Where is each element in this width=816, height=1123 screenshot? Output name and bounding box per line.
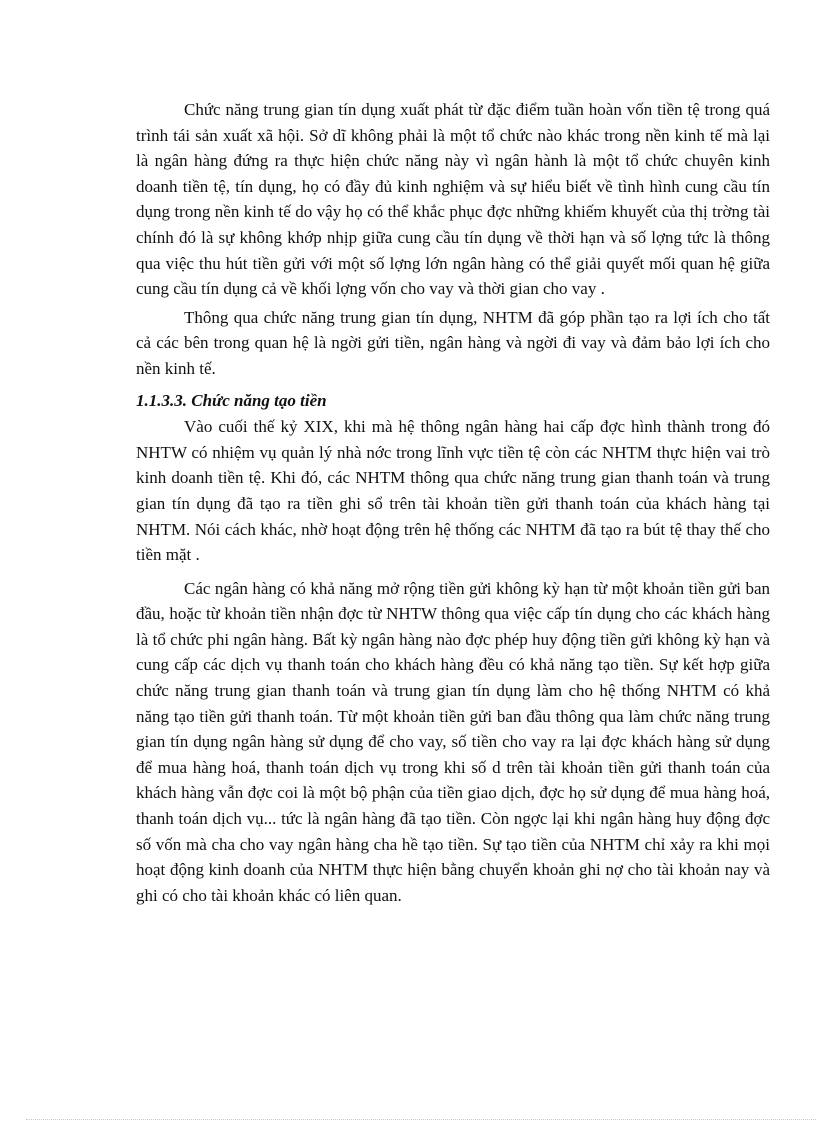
page-bottom-rule <box>26 1119 816 1120</box>
paragraph-credit-benefits: Thông qua chức năng trung gian tín dụng, NHTM đã góp phần tạo ra lợi ích cho tất cả các bên trong quan hệ là ngời gửi tiền, ngân hàng và ngời đi vay và đảm bảo lợi ích cho nền kinh tế. <box>136 307 770 378</box>
section-heading: 1.1.3.3. Chức năng tạo tiền <box>136 390 327 410</box>
paragraph-money-creation-history: Vào cuối thế kỷ XIX, khi mà hệ thông ngân hàng hai cấp đợc hình thành trong đó NHTW có nhiệm vụ quản lý nhà nớc trong lĩnh vực tiền tệ còn các NHTM thực hiện vai trò kinh doanh tiền tệ. Khi đó, các NHTM thông qua chức năng trung gian thanh toán và trung gian tín dụng đã tạo ra tiền ghi sổ trên tài khoản tiền gửi thanh toán của khách hàng tại NHTM. Nói cách khác, nhờ hoạt động trên hệ thống các NHTM đã tạo ra bút tệ thay thế cho tiền mặt . <box>136 417 770 565</box>
paragraph-deposit-expansion: Các ngân hàng có khả năng mở rộng tiền gửi không kỳ hạn từ một khoản tiền gửi ban đầu, hoặc từ khoản tiền nhận đợc từ NHTW thông qua việc cấp tín dụng cho các khách hàng là tổ chức phi ngân hàng. Bất kỳ ngân hàng nào đợc phép huy động tiền gửi không kỳ hạn và cung cấp các dịch vụ thanh toán cho khách hàng đều có khả năng tạo tiền. Sự kết hợp giữa chức năng trung gian thanh toán và trung gian tín dụng làm cho hệ thống NHTM có khả năng tạo tiền gửi thanh toán. Từ một khoản tiền gửi ban đầu thông qua làm chức năng trung gian tín dụng ngân hàng sử dụng để cho vay, số tiền cho vay ra lại đợc khách hàng sử dụng để mua hàng hoá, thanh toán dịch vụ trong khi số d trên tài khoản tiền gửi thanh toán của khách hàng vẫn đợc coi là một bộ phận của tiền giao dịch, đợc họ sử dụng để mua hàng hoá, thanh toán dịch vụ... tức là ngân hàng đã tạo tiền. Còn ngợc lại khi ngân hàng huy động đợc số vốn mà cha cho vay ngân hàng cha hề tạo tiền. Sự tạo tiền của NHTM chỉ xảy ra khi mọi hoạt động kinh doanh của NHTM thực hiện bằng chuyển khoản ghi nợ cho tài khoản nay và ghi có cho tài khoản khác có liên quan. <box>136 578 770 905</box>
paragraph-credit-intermediary: Chức năng trung gian tín dụng xuất phát từ đặc điểm tuần hoàn vốn tiền tệ trong quá trình tái sản xuất xã hội. Sở dĩ không phải là một tổ chức nào khác trong nền kinh tế mà lại là ngân hàng đứng ra thực hiện chức năng này vì ngân hành là một tổ chức chuyên kinh doanh tiền tệ, tín dụng, họ có đầy đủ kinh nghiệm và sự hiểu biết về tình hình cung cầu tín dụng trong nền kinh tế do vậy họ có thể khắc phục đợc những khiếm khuyết của thị trờng tài chính đó là sự không khớp nhịp giữa cung cầu tín dụng về thời hạn và số lợng tức là thông qua việc thu hút tiền gửi với một số lợng lớn ngân hàng có thể giải quyết mối quan hệ giữa cung cầu tín dụng cả về khối lợng vốn cho vay và thời gian cho vay . <box>136 100 770 299</box>
document-body <box>136 97 770 908</box>
